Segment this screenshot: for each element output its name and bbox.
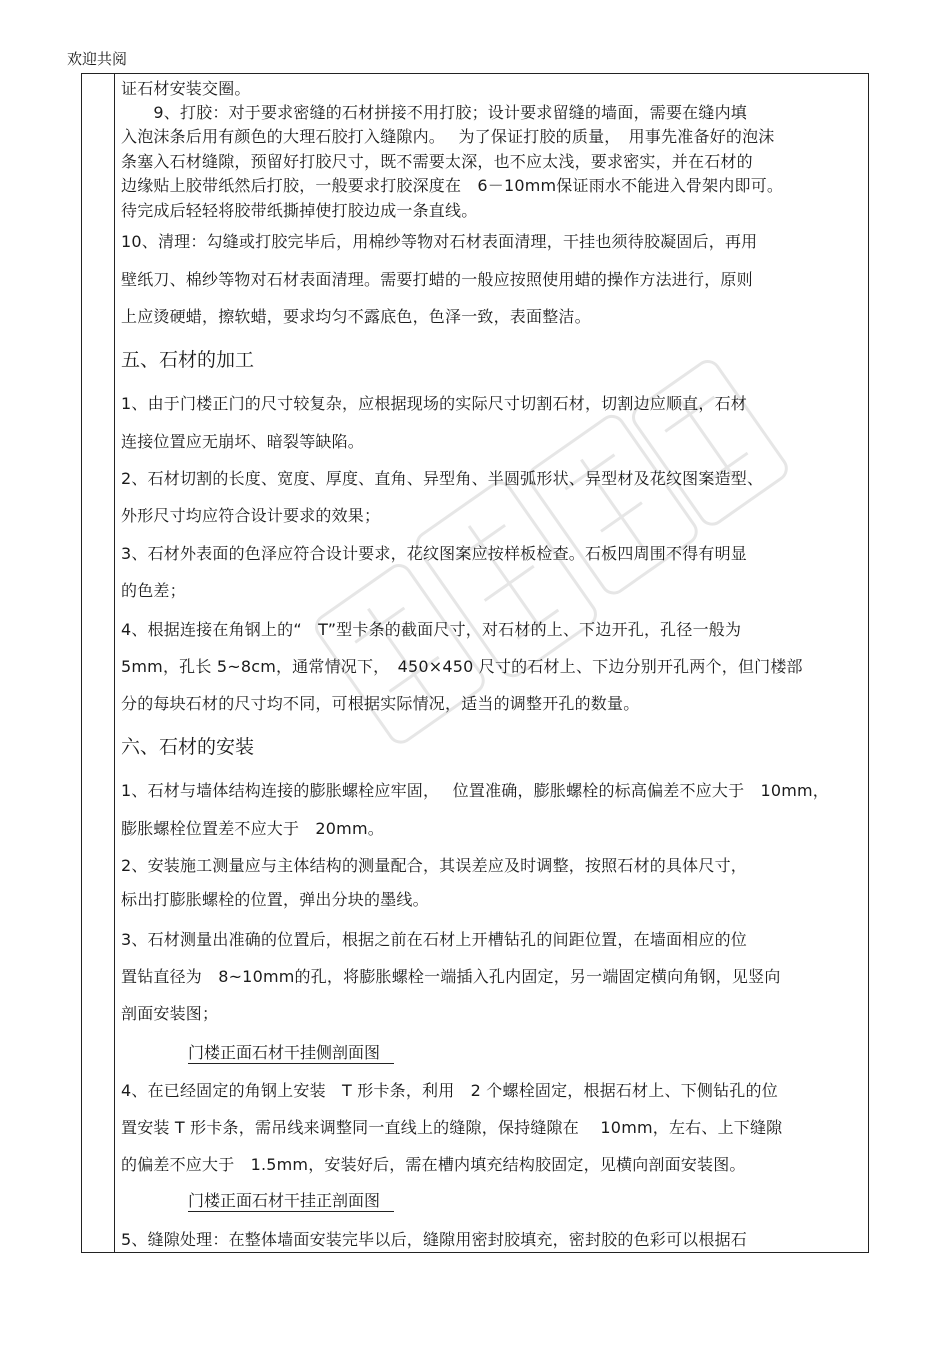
section-heading-processing: 五、石材的加工 xyxy=(121,349,255,371)
text-line: 标出打膨胀螺栓的位置，弹出分块的墨线。 xyxy=(121,890,429,909)
text-line: 膨胀螺栓位置差不应大于 20mm。 xyxy=(121,819,384,838)
text-line: 边缘贴上胶带纸然后打胶，一般要求打胶深度在 6－10mm保证雨水不能进入骨架内即可。 xyxy=(121,176,784,195)
text-line: 3、石材外表面的色泽应符合设计要求，花纹图案应按样板检查。石板四周围不得有明显 xyxy=(121,544,747,563)
text-line: 5、缝隙处理：在整体墙面安装完毕以后，缝隙用密封胶填充，密封胶的色彩可以根据石 xyxy=(121,1230,747,1249)
page-header: 欢迎共阅 xyxy=(67,50,128,68)
text-line: 待完成后轻轻将胶带纸撕掉使打胶边成一条直线。 xyxy=(121,201,478,220)
text-line: 1、石材与墙体结构连接的膨胀螺栓应牢固， 位置准确，膨胀螺栓的标高偏差不应大于 10mm， xyxy=(121,781,829,800)
table-column-divider xyxy=(114,73,115,1253)
text-line: 4、根据连接在角钢上的“ T”型卡条的截面尺寸，对石材的上、下边开孔，孔径一般为 xyxy=(121,620,742,639)
text-line: 置钻直径为 8~10mm的孔，将膨胀螺栓一端插入孔内固定，另一端固定横向角钢，见竖向 xyxy=(121,967,781,986)
text-line: 的偏差不应大于 1.5mm，安装好后，需在槽内填充结构胶固定，见横向剖面安装图。 xyxy=(121,1155,746,1174)
text-line: 10、清理：勾缝或打胶完毕后，用棉纱等物对石材表面清理，干挂也须待胶凝固后，再用 xyxy=(121,232,758,251)
text-line: 分的每块石材的尺寸均不同，可根据实际情况，适当的调整开孔的数量。 xyxy=(121,694,640,713)
text-line: 置安装 T 形卡条，需吊线来调整同一直线上的缝隙，保持缝隙在 10mm，左右、上下缝隙 xyxy=(121,1118,783,1137)
text-line: 证石材安装交圈。 xyxy=(121,79,251,98)
text-line: 剖面安装图； xyxy=(121,1004,219,1023)
text-line: 壁纸刀、棉纱等物对石材表面清理。需要打蜡的一般应按照使用蜡的操作方法进行，原则 xyxy=(121,270,753,289)
text-line: 连接位置应无崩坏、暗裂等缺陷。 xyxy=(121,432,365,451)
text-line: 2、安装施工测量应与主体结构的测量配合，其误差应及时调整，按照石材的具体尺寸， xyxy=(121,856,747,875)
section-heading-installation: 六、石材的安装 xyxy=(121,736,255,758)
text-line: 9、打胶：对于要求密缝的石材拼接不用打胶；设计要求留缝的墙面，需要在缝内填 xyxy=(121,103,747,122)
figure-caption-side-section: 门楼正面石材干挂侧剖面图 xyxy=(188,1043,394,1064)
text-line: 入泡沫条后用有颜色的大理石胶打入缝隙内。 为了保证打胶的质量， 用事先准备好的泡沫 xyxy=(121,127,775,146)
text-line: 1、由于门楼正门的尺寸较复杂，应根据现场的实际尺寸切割石材，切割边应顺直，石材 xyxy=(121,394,747,413)
text-line: 2、石材切割的长度、宽度、厚度、直角、异型角、半圆弧形状、异型材及花纹图案造型、 xyxy=(121,469,764,488)
text-line: 3、石材测量出准确的位置后，根据之前在石材上开槽钻孔的间距位置，在墙面相应的位 xyxy=(121,930,747,949)
text-line: 5mm，孔长 5~8cm，通常情况下， 450×450 尺寸的石材上、下边分别开孔两个，但门楼部 xyxy=(121,657,803,676)
text-line: 外形尺寸均应符合设计要求的效果； xyxy=(121,506,381,525)
text-line: 条塞入石材缝隙，预留好打胶尺寸，既不需要太深，也不应太浅，要求密实，并在石材的 xyxy=(121,152,753,171)
text-line: 上应烫硬蜡，擦软蜡，要求均匀不露底色，色泽一致，表面整洁。 xyxy=(121,307,591,326)
text-line: 4、在已经固定的角钢上安装 T 形卡条，利用 2 个螺栓固定，根据石材上、下侧钻孔的位 xyxy=(121,1081,778,1100)
figure-caption-front-section: 门楼正面石材干挂正剖面图 xyxy=(188,1191,394,1212)
text-line: 的色差； xyxy=(121,581,186,600)
